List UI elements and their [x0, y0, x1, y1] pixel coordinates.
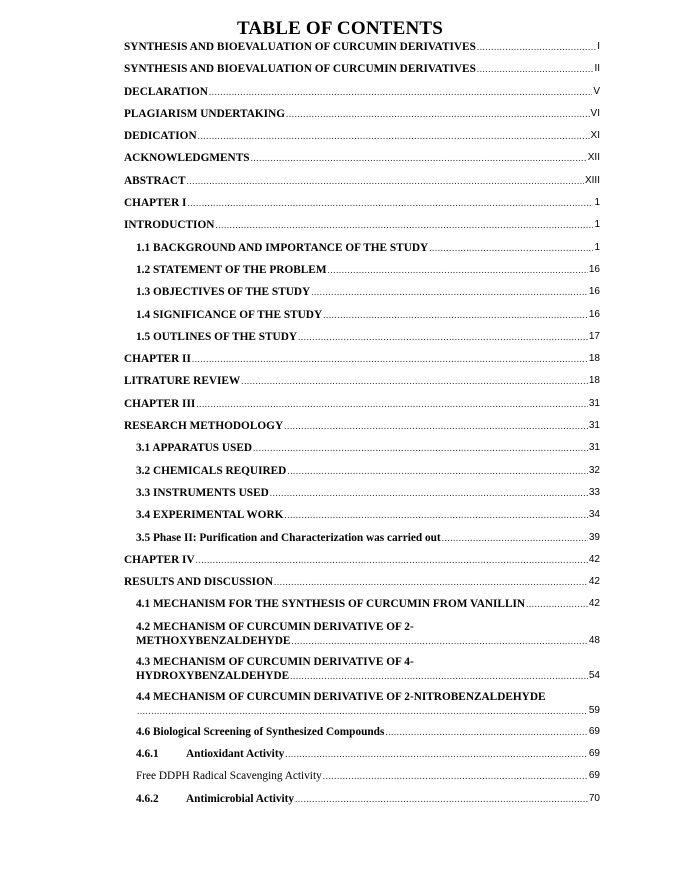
- toc-leader: [477, 40, 596, 54]
- toc-entry[interactable]: [124, 597, 600, 619]
- toc-label: INTRODUCTION: [124, 219, 215, 232]
- toc-leader: [526, 597, 588, 611]
- toc-label: SYNTHESIS AND BIOEVALUATION OF CURCUMIN DERIVATIVES: [124, 63, 476, 76]
- toc-entry[interactable]: [124, 397, 600, 419]
- toc-leader: [385, 725, 588, 739]
- toc-label: 3.2 CHEMICALS REQUIRED: [136, 464, 287, 477]
- toc-entry[interactable]: [124, 151, 600, 173]
- toc-leader: [284, 508, 587, 522]
- toc-leader: [287, 464, 588, 478]
- toc-page-number: 18: [588, 375, 600, 387]
- toc-label: [136, 792, 294, 806]
- toc-page-number: 16: [588, 308, 600, 320]
- toc-entry[interactable]: [124, 419, 600, 441]
- toc-entry[interactable]: [124, 486, 600, 508]
- toc-leader: [290, 669, 588, 683]
- toc-leader: [196, 397, 588, 411]
- toc-entry[interactable]: [124, 85, 600, 107]
- toc-page-number: 31: [588, 420, 600, 432]
- toc-entry[interactable]: [124, 441, 600, 463]
- toc-label: PLAGIARISM UNDERTAKING: [124, 107, 286, 120]
- toc-label: 4.6 Biological Screening of Synthesized Compounds: [136, 725, 385, 738]
- toc-label: CHAPTER IV: [124, 553, 195, 566]
- toc-entry[interactable]: [124, 792, 600, 814]
- toc-label: DEDICATION: [124, 130, 197, 143]
- page-title: TABLE OF CONTENTS: [236, 18, 444, 39]
- toc-page-number: 1: [594, 219, 600, 231]
- toc-page-number: 69: [588, 725, 600, 737]
- toc-label: 1.3 OBJECTIVES OF THE STUDY: [136, 286, 311, 299]
- toc-page-number: 39: [588, 531, 600, 543]
- toc-leader: [323, 769, 588, 783]
- toc-leader: [286, 107, 590, 121]
- toc-entry[interactable]: [124, 575, 600, 597]
- toc-page-number: 16: [588, 263, 600, 275]
- toc-label-text: Antimicrobial Activity: [186, 792, 295, 805]
- toc-entry[interactable]: [124, 464, 600, 486]
- toc-label-line2: HYDROXYBENZALDEHYDE: [136, 669, 290, 682]
- toc-page-number: VI: [590, 107, 600, 119]
- toc-leader: [274, 575, 588, 589]
- toc-leader: [251, 151, 587, 165]
- toc-entry[interactable]: [124, 196, 600, 218]
- toc-entry[interactable]: [124, 174, 600, 196]
- toc-label: 3.3 INSTRUMENTS USED: [136, 486, 269, 499]
- toc-entry[interactable]: [124, 107, 600, 129]
- toc-page-number: XI: [590, 130, 600, 142]
- toc-page-number: 69: [588, 770, 600, 782]
- toc-page-number: XIII: [584, 174, 600, 186]
- toc-leader: [442, 531, 588, 545]
- toc-label-text: Antioxidant Activity: [186, 748, 285, 761]
- toc-entry-multiline[interactable]: [124, 655, 600, 690]
- toc-entry[interactable]: [124, 330, 600, 352]
- toc-label: RESULTS AND DISCUSSION: [124, 576, 274, 589]
- toc-leader: [285, 747, 588, 761]
- toc-leader: [429, 241, 593, 255]
- toc-entry-multiline[interactable]: [124, 690, 600, 725]
- toc-label: CHAPTER I: [124, 197, 187, 210]
- toc-label: 3.4 EXPERIMENTAL WORK: [136, 509, 284, 522]
- toc-page-number: XII: [587, 152, 600, 164]
- toc-page-number: 42: [588, 576, 600, 588]
- toc-label-line2: METHOXYBENZALDEHYDE: [136, 634, 291, 647]
- toc-page-number: I: [597, 41, 600, 52]
- toc-label: 3.1 APPARATUS USED: [136, 442, 253, 455]
- toc-page-number: 1: [594, 241, 600, 253]
- toc-page-number: 59: [588, 704, 600, 716]
- toc-leader: [284, 419, 588, 433]
- toc-entry[interactable]: [124, 218, 600, 240]
- toc-label: SYNTHESIS AND BIOEVALUATION OF CURCUMIN DERIVATIVES: [124, 41, 476, 53]
- toc-leader: [311, 285, 588, 299]
- toc-entry[interactable]: [124, 285, 600, 307]
- toc-page-number: 70: [588, 792, 600, 804]
- toc-page-number: 48: [588, 634, 600, 646]
- toc-leader: [187, 196, 593, 210]
- toc-entry[interactable]: [124, 308, 600, 330]
- toc-leader: [209, 85, 592, 99]
- toc-leader: [192, 352, 588, 366]
- toc-label: DECLARATION: [124, 85, 208, 98]
- toc-label: ACKNOWLEDGMENTS: [124, 152, 250, 165]
- toc-entry[interactable]: [124, 769, 600, 791]
- toc-leader: [270, 486, 588, 500]
- toc-leader: [291, 634, 587, 648]
- toc-label: 1.4 SIGNIFICANCE OF THE STUDY: [136, 308, 323, 321]
- toc-page-number: II: [594, 63, 600, 75]
- toc-label: 1.1 BACKGROUND AND IMPORTANCE OF THE STUDY: [136, 241, 429, 254]
- toc-leader: [295, 792, 588, 806]
- toc-leader: [253, 441, 588, 455]
- toc-label-line1: 4.3 MECHANISM OF CURCUMIN DERIVATIVE OF 4-: [136, 655, 414, 668]
- toc-page-number: 18: [588, 353, 600, 365]
- toc-page-number: 69: [588, 748, 600, 760]
- toc-label: 1.2 STATEMENT OF THE PROBLEM: [136, 263, 327, 276]
- toc-label: RESEARCH METHODOLOGY: [124, 420, 284, 433]
- toc-entry[interactable]: [124, 531, 600, 553]
- toc-section-number: 4.6.1: [136, 748, 159, 761]
- toc-entry[interactable]: [124, 62, 600, 84]
- toc-label: 3.5 Phase II: Purification and Characterization was carried out: [136, 531, 441, 544]
- toc-page-number: 17: [588, 330, 600, 342]
- toc-leader: [477, 62, 594, 76]
- toc-leader: [328, 263, 588, 277]
- toc-page-number: 31: [588, 442, 600, 454]
- toc-label: CHAPTER II: [124, 353, 191, 366]
- toc-label: CHAPTER III: [124, 397, 196, 410]
- toc-label: Free DDPH Radical Scavenging Activity: [136, 770, 322, 783]
- toc-label: LITRATURE REVIEW: [124, 375, 241, 388]
- table-of-contents: [124, 40, 600, 814]
- toc-leader: [137, 704, 588, 718]
- toc-page-number: V: [593, 85, 600, 97]
- toc-entry[interactable]: [124, 553, 600, 575]
- toc-page-number: 42: [588, 598, 600, 610]
- toc-page-number: 33: [588, 486, 600, 498]
- toc-label: [136, 747, 284, 761]
- toc-label: 4.1 MECHANISM FOR THE SYNTHESIS OF CURCUMIN FROM VANILLIN: [136, 598, 526, 611]
- toc-entry[interactable]: [124, 725, 600, 747]
- toc-page-number: 1: [594, 197, 600, 209]
- toc-label-line1: 4.2 MECHANISM OF CURCUMIN DERIVATIVE OF 2-: [136, 620, 414, 633]
- toc-label-line1: 4.4 MECHANISM OF CURCUMIN DERIVATIVE OF 2-NITROBENZALDEHYDE: [136, 690, 546, 703]
- toc-leader: [196, 553, 588, 567]
- toc-entry[interactable]: [124, 747, 600, 769]
- toc-page-number: 42: [588, 553, 600, 565]
- toc-entry[interactable]: [124, 40, 600, 62]
- toc-leader: [298, 330, 588, 344]
- toc-page-number: 16: [588, 286, 600, 298]
- toc-entry[interactable]: [124, 241, 600, 263]
- toc-entry[interactable]: [124, 263, 600, 285]
- toc-label: ABSTRACT: [124, 174, 186, 187]
- toc-leader: [241, 374, 588, 388]
- toc-page-number: 54: [588, 669, 600, 681]
- toc-page-number: 31: [588, 397, 600, 409]
- toc-leader: [215, 218, 593, 232]
- toc-leader: [198, 129, 590, 143]
- toc-section-number: 4.6.2: [136, 792, 159, 805]
- toc-page-number: 34: [588, 509, 600, 521]
- toc-entry[interactable]: [124, 129, 600, 151]
- toc-entry[interactable]: [124, 508, 600, 530]
- toc-entry-multiline[interactable]: [124, 620, 600, 655]
- toc-leader: [323, 308, 588, 322]
- toc-entry[interactable]: [124, 374, 600, 396]
- toc-leader: [187, 174, 584, 188]
- toc-page-number: 32: [588, 464, 600, 476]
- toc-entry[interactable]: [124, 352, 600, 374]
- toc-label: 1.5 OUTLINES OF THE STUDY: [136, 330, 298, 343]
